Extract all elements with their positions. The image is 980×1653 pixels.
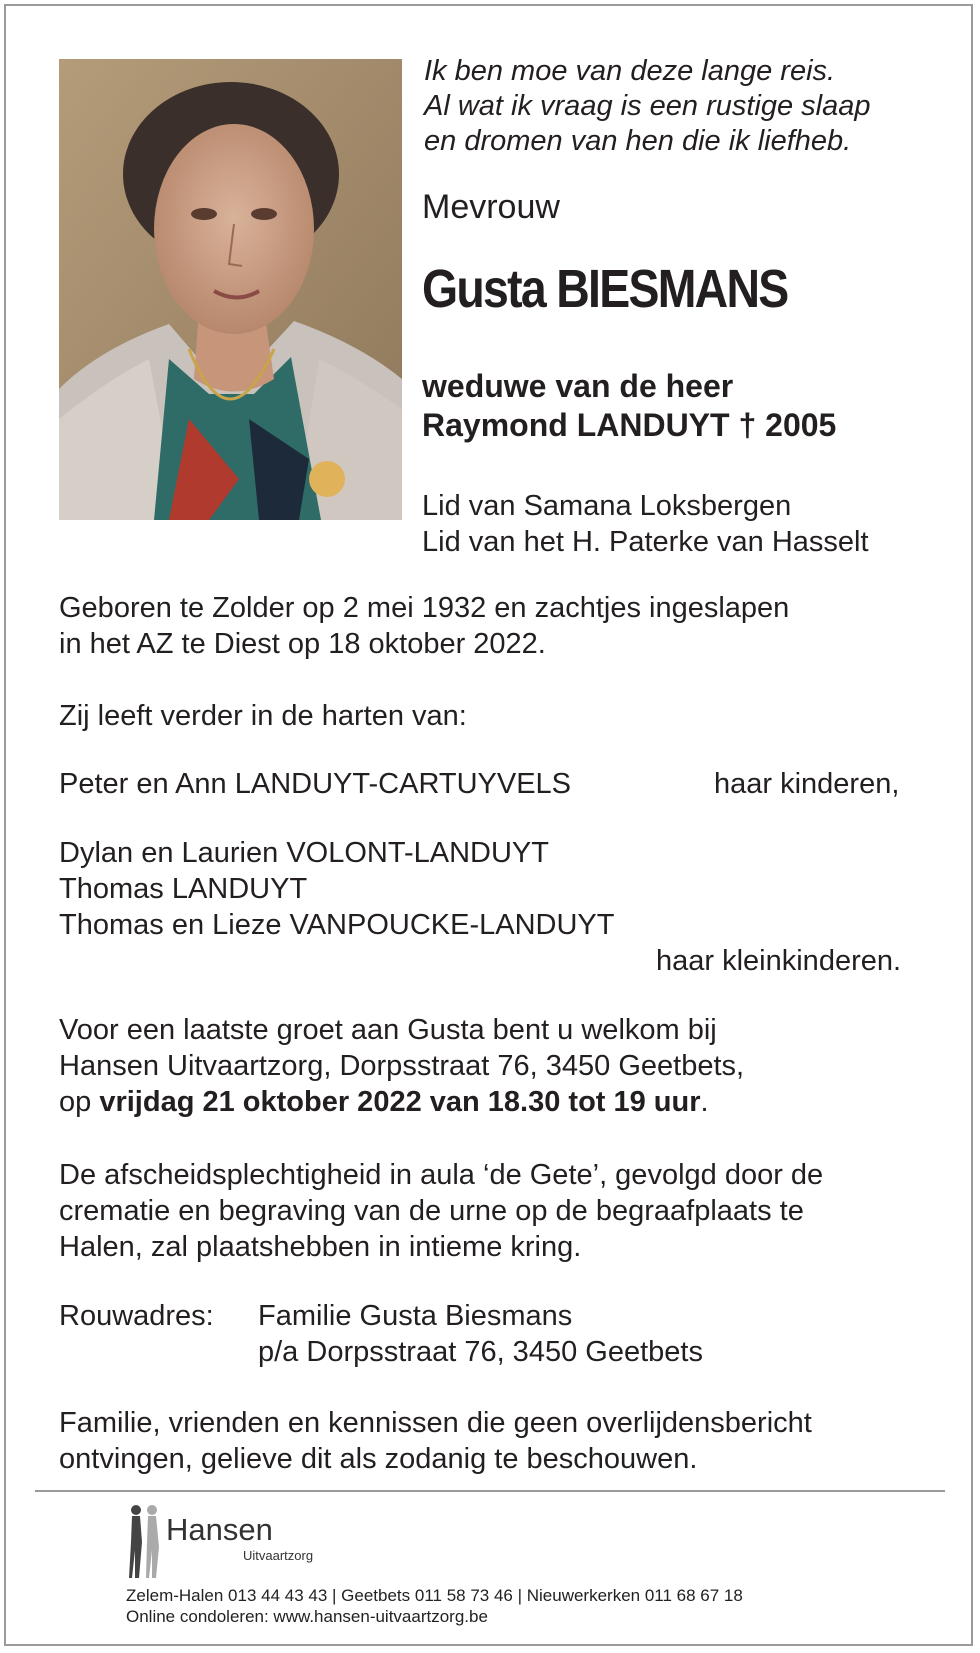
- closing-line: Familie, vrienden en kennissen die geen overlijdensbericht: [59, 1407, 812, 1439]
- address-line: Familie Gusta Biesmans: [258, 1300, 573, 1332]
- logo-figures-icon: [126, 1502, 162, 1582]
- membership-line: Lid van Samana Loksbergen: [422, 490, 792, 522]
- grandchild-line: Dylan en Laurien VOLONT-LANDUYT: [59, 837, 549, 869]
- closing-line: ontvingen, gelieve dit als zodanig te beschouwen.: [59, 1443, 698, 1475]
- membership-line: Lid van het H. Paterke van Hasselt: [422, 526, 869, 558]
- visit-date-line: [59, 1084, 744, 1120]
- ceremony-line: De afscheidsplechtigheid in aula ‘de Gete’, gevolgd door de: [59, 1159, 824, 1191]
- visitation-info: [59, 1012, 744, 1120]
- footer-website: Online condoleren: www.hansen-uitvaartzorg.be: [126, 1607, 488, 1626]
- poem-line: Al wat ik vraag is een rustige slaap: [424, 90, 871, 122]
- logo-sub: Uitvaartzorg: [243, 1548, 314, 1563]
- visit-suffix: .: [700, 1086, 709, 1118]
- children-names: Peter en Ann LANDUYT-CARTUYVELS: [59, 768, 572, 800]
- birth-info: [59, 590, 789, 662]
- children-label: haar kinderen,: [714, 768, 900, 800]
- footer-contact: [126, 1585, 743, 1627]
- address-lines: [258, 1298, 703, 1370]
- address-line: p/a Dorpsstraat 76, 3450 Geetbets: [258, 1336, 703, 1368]
- logo-name: Hansen: [166, 1512, 273, 1547]
- widow-line: weduwe van de heer: [422, 368, 734, 404]
- lives-on-heading: Zij leeft verder in de harten van:: [59, 700, 467, 732]
- memberships: [422, 488, 869, 560]
- visit-line: Voor een laatste groet aan Gusta bent u welkom bij: [59, 1014, 717, 1046]
- portrait-photo: [59, 59, 402, 520]
- widow-of: [422, 367, 836, 445]
- poem-line: en dromen van hen die ik liefheb.: [424, 125, 852, 157]
- grandchild-line: Thomas LANDUYT: [59, 873, 308, 905]
- footer-phones: Zelem-Halen 013 44 43 43 | Geetbets 011 58 73 46 | Nieuwerkerken 011 68 67 18: [126, 1586, 743, 1605]
- ceremony-line: crematie en begraving van de urne op de begraafplaats te: [59, 1195, 804, 1227]
- grandchildren-label: haar kleinkinderen.: [656, 945, 902, 977]
- poem: [424, 54, 871, 159]
- closing-note: [59, 1405, 812, 1477]
- address-label: Rouwadres:: [59, 1300, 214, 1332]
- divider: [35, 1490, 945, 1492]
- salutation: Mevrouw: [422, 188, 560, 226]
- poem-line: Ik ben moe van deze lange reis.: [424, 55, 836, 87]
- ceremony-line: Halen, zal plaatshebben in intieme kring.: [59, 1231, 582, 1263]
- birth-line: in het AZ te Diest op 18 oktober 2022.: [59, 628, 546, 660]
- visit-date: vrijdag 21 oktober 2022 van 18.30 tot 19 uur: [99, 1086, 701, 1118]
- deceased-name: Gusta BIESMANS: [422, 259, 788, 319]
- grandchild-line: Thomas en Lieze VANPOUCKE-LANDUYT: [59, 909, 615, 941]
- visit-line: Hansen Uitvaartzorg, Dorpsstraat 76, 3450 Geetbets,: [59, 1050, 745, 1082]
- birth-line: Geboren te Zolder op 2 mei 1932 en zachtjes ingeslapen: [59, 592, 790, 624]
- widow-line: Raymond LANDUYT † 2005: [422, 407, 837, 443]
- ceremony-info: [59, 1157, 823, 1265]
- grandchildren-names: [59, 835, 614, 943]
- hansen-logo: [126, 1502, 162, 1587]
- visit-prefix: op: [59, 1086, 100, 1118]
